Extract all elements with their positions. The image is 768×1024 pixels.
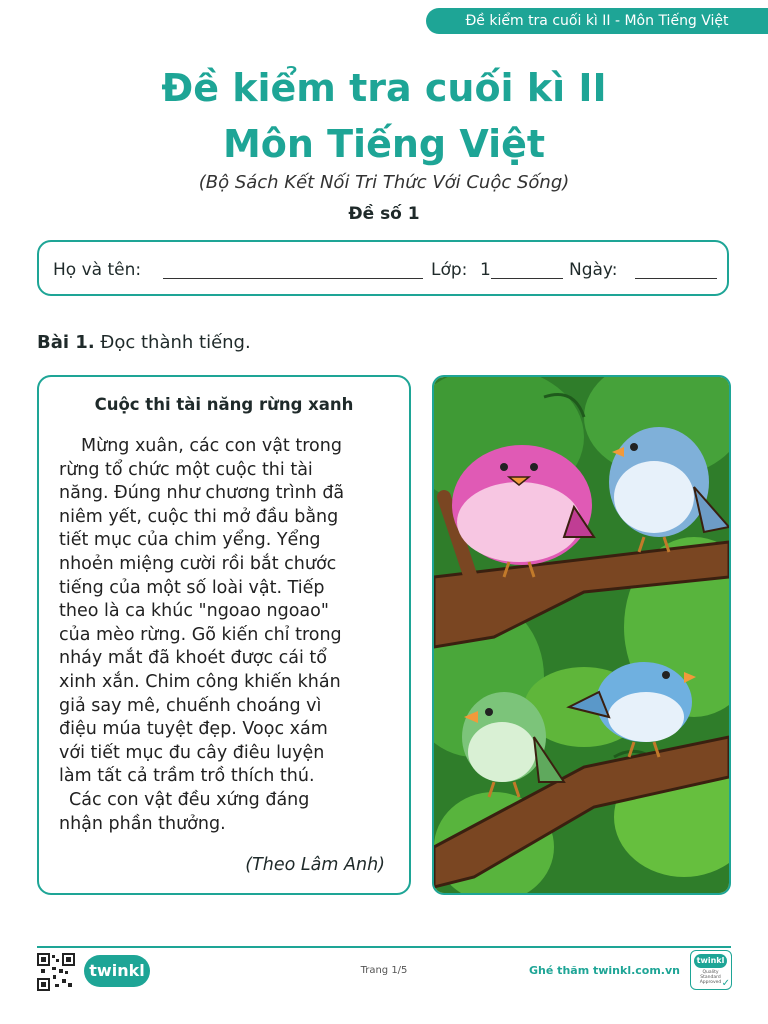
story-line: rừng tổ chức một cuộc thi tài [59, 459, 313, 480]
story-line: niêm yết, cuộc thi mở đầu bằng [59, 506, 339, 527]
date-label: Ngày: [569, 260, 618, 280]
footer-divider [37, 946, 731, 948]
story-title: Cuộc thi tài năng rừng xanh [94, 395, 354, 414]
name-field[interactable] [163, 278, 423, 279]
birds-on-branches-image [434, 377, 729, 893]
story-line: giả say mê, chuếnh choáng vì [59, 695, 322, 716]
story-line: nhận phần thưởng. [59, 813, 226, 834]
exercise-heading [37, 332, 251, 353]
header-tag: Đề kiểm tra cuối kì II - Môn Tiếng Việt [426, 8, 768, 34]
exercise-instruction: Đọc thành tiếng. [100, 332, 251, 353]
story-line: của mèo rừng. Gõ kiến chỉ trong [59, 624, 342, 645]
story-line: xinh xắn. Chim công khiến khán [59, 671, 341, 692]
story-paragraph-2 [59, 789, 399, 836]
story-line: Mừng xuân, các con vật trong [81, 436, 342, 456]
class-label: Lớp: [431, 260, 468, 280]
story-line: điệu múa tuyệt đẹp. Voọc xám [59, 719, 328, 740]
badge-text: Quality Standard Approved [699, 970, 722, 985]
check-icon: ✓ [721, 978, 730, 989]
class-field[interactable] [491, 278, 563, 279]
exam-number: Đề số 1 [348, 204, 420, 224]
story-box [37, 375, 411, 895]
story-line: Các con vật đều xứng đáng [69, 789, 310, 810]
exercise-number: Bài 1. [37, 332, 95, 353]
story-line: nháy mắt đã khoét được cái tổ [59, 648, 327, 669]
story-paragraph-1 [59, 435, 399, 789]
page-title-line1: Đề kiểm tra cuối kì II [161, 66, 607, 110]
page-number: Trang 1/5 [360, 965, 408, 976]
story-line: theo là ca khúc "ngoao ngoao" [59, 601, 329, 622]
quality-badge [690, 950, 732, 990]
story-line: nhoẻn miệng cười rồi bắt chước [59, 553, 337, 574]
story-line: tiếng của một số loài vật. Tiếp [59, 577, 325, 598]
story-line: với tiết mục đu cây điêu luyện [59, 742, 325, 763]
name-label: Họ và tên: [53, 260, 142, 280]
class-value: 1 [480, 260, 491, 280]
badge-logo: twinkl [694, 954, 727, 968]
date-field[interactable] [635, 278, 717, 279]
page-subtitle: (Bộ Sách Kết Nối Tri Thức Với Cuộc Sống) [198, 172, 570, 193]
story-source: (Theo Lâm Anh) [245, 855, 385, 875]
visit-link[interactable]: Ghé thăm twinkl.com.vn [529, 964, 680, 977]
story-line: làm tất cả trầm trồ thích thú. [59, 766, 315, 787]
story-line: tiết mục của chim yểng. Yểng [59, 530, 321, 551]
story-body [59, 435, 399, 836]
page-title-line2: Môn Tiếng Việt [222, 122, 546, 166]
student-info-box [37, 240, 729, 296]
birds-illustration [432, 375, 731, 895]
story-line: năng. Đúng như chương trình đã [59, 483, 345, 504]
twinkl-logo: twinkl [84, 955, 150, 987]
